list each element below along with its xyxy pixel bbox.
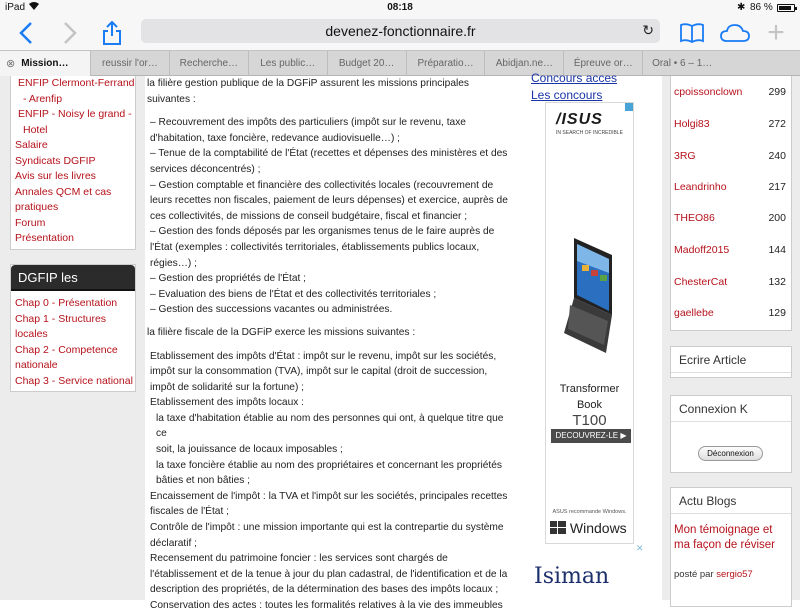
dgfip-box [10,264,136,392]
ad-tagline: IN SEARCH OF INCREDIBLE [556,130,623,136]
tab-bar [0,50,800,76]
user-score: 240 [768,150,786,162]
user-score: 217 [768,181,786,193]
page-content [0,71,800,611]
list-line: impôt de solidarité sur la fortune) ; [150,381,305,393]
nav-link[interactable]: Avis sur les livres [15,170,96,182]
reload-icon[interactable]: ↻ [642,22,654,38]
user-name-link[interactable]: cpoissonclown [674,86,743,98]
write-article-link[interactable]: Ecrire Article [671,347,791,373]
tab-label: Oral • 6 – 1… [652,58,713,69]
blogs-box [670,487,792,607]
windows-icon [550,521,566,535]
laptop-image [560,233,620,373]
list-line: – Tenue de la comptabilité de l'État (recettes et dépenses des ministères et des [150,148,508,160]
chapter-link[interactable]: Chap 2 - Competence [15,343,118,356]
list-line: – Evaluation des biens de l'État et des collectivités territoriales ; [150,288,437,300]
top-users-box [670,76,792,331]
asus-logo: /ISUS [556,111,603,128]
user-score: 132 [768,276,786,288]
concours-acces-link[interactable]: Concours acces [531,71,618,85]
share-icon[interactable] [100,16,124,50]
nav-link[interactable]: Hotel [23,123,48,136]
ad-close-icon[interactable]: ✕ [636,543,644,553]
article-text: suivantes : [147,93,196,105]
user-row [674,118,786,134]
user-name-link[interactable]: Leandrinho [674,181,727,193]
status-bar [0,0,800,16]
list-line: l'État (exemples : collectivités territoriales, établissements publics locaux, [150,241,480,253]
nav-link[interactable]: ENFIP Clermont-Ferrand [18,77,135,89]
ad-info-icon[interactable] [625,103,633,111]
list-line: d'habitation, taxe foncière, redevance audiovisuelle…) ; [150,132,400,144]
address-bar[interactable] [141,19,660,43]
list-line: déclaratif ; [150,537,197,549]
list-line: leurs recettes non fiscales, paiement de leurs dépenses) et exercice, auprès de [150,195,508,207]
cloud-tabs-icon[interactable] [718,16,752,50]
url-text: devenez-fonctionnaire.fr [325,23,476,39]
windows-text: Windows [569,520,627,536]
list-line: – Gestion comptable et financière des collectivités locales (recouvrement de [150,179,494,191]
list-line: ces collectivités, de missions de conseil budgétaire, fiscal et financier ; [150,210,468,222]
asus-ad-banner[interactable] [545,102,634,544]
user-name-link[interactable]: THEO86 [674,212,715,224]
mission-list-gestion [147,115,515,318]
blog-author-link[interactable]: sergio57 [716,569,753,580]
nav-link[interactable]: ENFIP - Noisy le grand - [18,108,132,120]
tab-label: Recherche… [179,58,239,69]
user-name-link[interactable]: gaellebe [674,307,714,319]
back-arrow-icon[interactable] [14,16,38,50]
chapter-link[interactable]: Chap 3 - Service national [15,374,133,387]
ad-column [517,71,662,600]
ad-recommend: ASUS recommande Windows. [552,509,627,515]
tab[interactable] [406,51,485,76]
tab[interactable] [90,51,169,76]
bookmarks-icon[interactable] [678,16,706,50]
dgfip-box-title: DGFIP les [11,265,135,291]
user-score: 272 [768,118,786,130]
logout-button[interactable]: Déconnexion [698,446,763,461]
user-row [674,181,786,197]
list-line: la taxe foncière établie au nom des propriétaires et concernant les propriétés [156,459,503,471]
new-tab-icon[interactable]: + [767,16,785,49]
user-name-link[interactable]: ChesterCat [674,276,728,288]
list-line: Conservation des actes : toutes les formalités relatives à la vie des immeubles [150,600,503,611]
clock: 08:18 [387,2,413,13]
blog-post-link[interactable]: Mon témoignage et ma façon de réviser [674,524,775,551]
tab-label: Préparatio… [417,58,474,69]
list-line: impôt sur la consommation (TVA), impôt sur le capital (droit de succession, [150,366,488,378]
user-score: 299 [768,86,786,98]
list-line: l'établissement et de la tenue à jour du plan cadastral, de l'identification et de la [150,568,508,580]
list-line: Etablissement des impôts d'État : impôt sur le revenu, impôt sur les sociétés, [150,350,497,362]
blogs-title: Actu Blogs [671,488,791,514]
ad-cta-button[interactable]: DECOUVREZ-LE ▶ [551,429,631,443]
article-text: la filière fiscale de la DGFiP exerce les missions suivantes : [147,326,416,338]
list-line: Contrôle de l'impôt : une mission importante qui est la contrepartie du système [150,522,504,534]
tab[interactable] [169,51,248,76]
connexion-title: Connexion K [671,396,791,422]
list-line: la taxe d'habitation établie au nom des personnes qui ont, à quelque titre que ce [156,412,504,440]
user-name-link[interactable]: Madoff2015 [674,244,730,256]
browser-toolbar [0,16,800,50]
tab-active[interactable] [0,51,90,76]
user-row [674,212,786,228]
windows-logo [550,520,627,536]
nav-link[interactable]: Syndicats DGFIP [15,154,96,167]
bluetooth-icon: ✱ [737,2,746,13]
ad-product-model: T100 [572,412,607,429]
nav-link[interactable]: Annales QCM et cas [15,185,112,198]
user-score: 200 [768,212,786,224]
mission-list-fiscale [147,349,515,614]
tab-label: Abidjan.ne… [495,58,554,69]
chapter-link[interactable]: Chap 1 - Structures [15,312,107,325]
tab[interactable] [327,51,406,76]
chapter-link[interactable]: Chap 0 - Présentation [15,297,118,309]
nav-link[interactable]: Forum [15,216,46,229]
device-name: iPad [5,2,26,13]
list-line: – Gestion des fonds déposés par les organismes tenus de le faire auprès de [150,226,495,238]
list-line: fiscales de l'État ; [150,506,229,518]
tab[interactable] [248,51,327,76]
list-line: Encaissement de l'impôt : la TVA et l'impôt sur les sociétés, principales recettes [150,490,508,502]
les-concours-link[interactable]: Les concours [531,88,603,102]
battery-icon [777,4,795,12]
chapter-link[interactable]: locales [15,328,48,340]
battery-percent: 86 % [750,2,773,13]
nav-link[interactable]: Présentation [15,232,74,244]
user-score: 129 [768,307,786,319]
list-line: régies…) ; [150,257,197,269]
user-row [674,86,786,102]
user-row [674,307,786,323]
user-name-link[interactable]: 3RG [674,150,696,162]
list-line: Etablissement des impôts locaux : [150,397,305,409]
list-line: bâties et non bâties ; [156,475,251,487]
connexion-box [670,395,792,473]
user-row [674,150,786,166]
ad-product [546,381,633,429]
nav-link[interactable]: Salaire [15,139,48,151]
tab-label: Les public… [260,58,316,69]
nav-link[interactable]: pratiques [15,201,59,213]
user-score: 144 [768,244,786,256]
tab-close-icon[interactable]: ⊗ [6,58,16,70]
user-row [674,276,786,292]
blog-meta [674,569,753,580]
tab-label: Épreuve or… [573,58,633,69]
forward-arrow-icon[interactable] [58,16,82,50]
nav-link[interactable]: - Arenfip [23,92,63,105]
article-text: la filière gestion publique de la DGFiP assurent les missions principales [147,78,470,89]
user-name-link[interactable]: Holgi83 [674,118,710,130]
list-line: – Gestion des propriétés de l'État ; [150,273,306,285]
tab-label: Mission… [21,58,69,69]
ad-product-name: Transformer Book [559,383,620,411]
posted-by-label: posté par [674,569,714,580]
isiman-ad-text[interactable]: Isiman [534,564,610,589]
list-line: soit, la jouissance de locaux imposables ; [156,444,343,456]
list-line: – Recouvrement des impôts des particuliers (impôt sur le revenu, taxe [150,117,466,129]
user-row [674,244,786,260]
list-line: description des propriétés, de la détermination des bases des impôts locaux ; [150,584,499,596]
list-line: services déconcentrés) ; [150,163,261,175]
tab-label: Budget 20… [338,58,395,69]
tab[interactable] [642,51,721,76]
article-body [145,76,517,611]
list-line: Recensement du patrimoine foncier : les services sont chargés de [150,553,448,565]
right-sidebar [670,76,792,580]
list-line: – Gestion des successions vacantes ou administrées. [150,304,393,316]
tab-label: reussir l'or… [102,58,158,69]
nav-box [10,76,136,250]
write-article-box [670,346,792,378]
left-sidebar [10,76,136,387]
chapter-link[interactable]: nationale [15,359,58,371]
